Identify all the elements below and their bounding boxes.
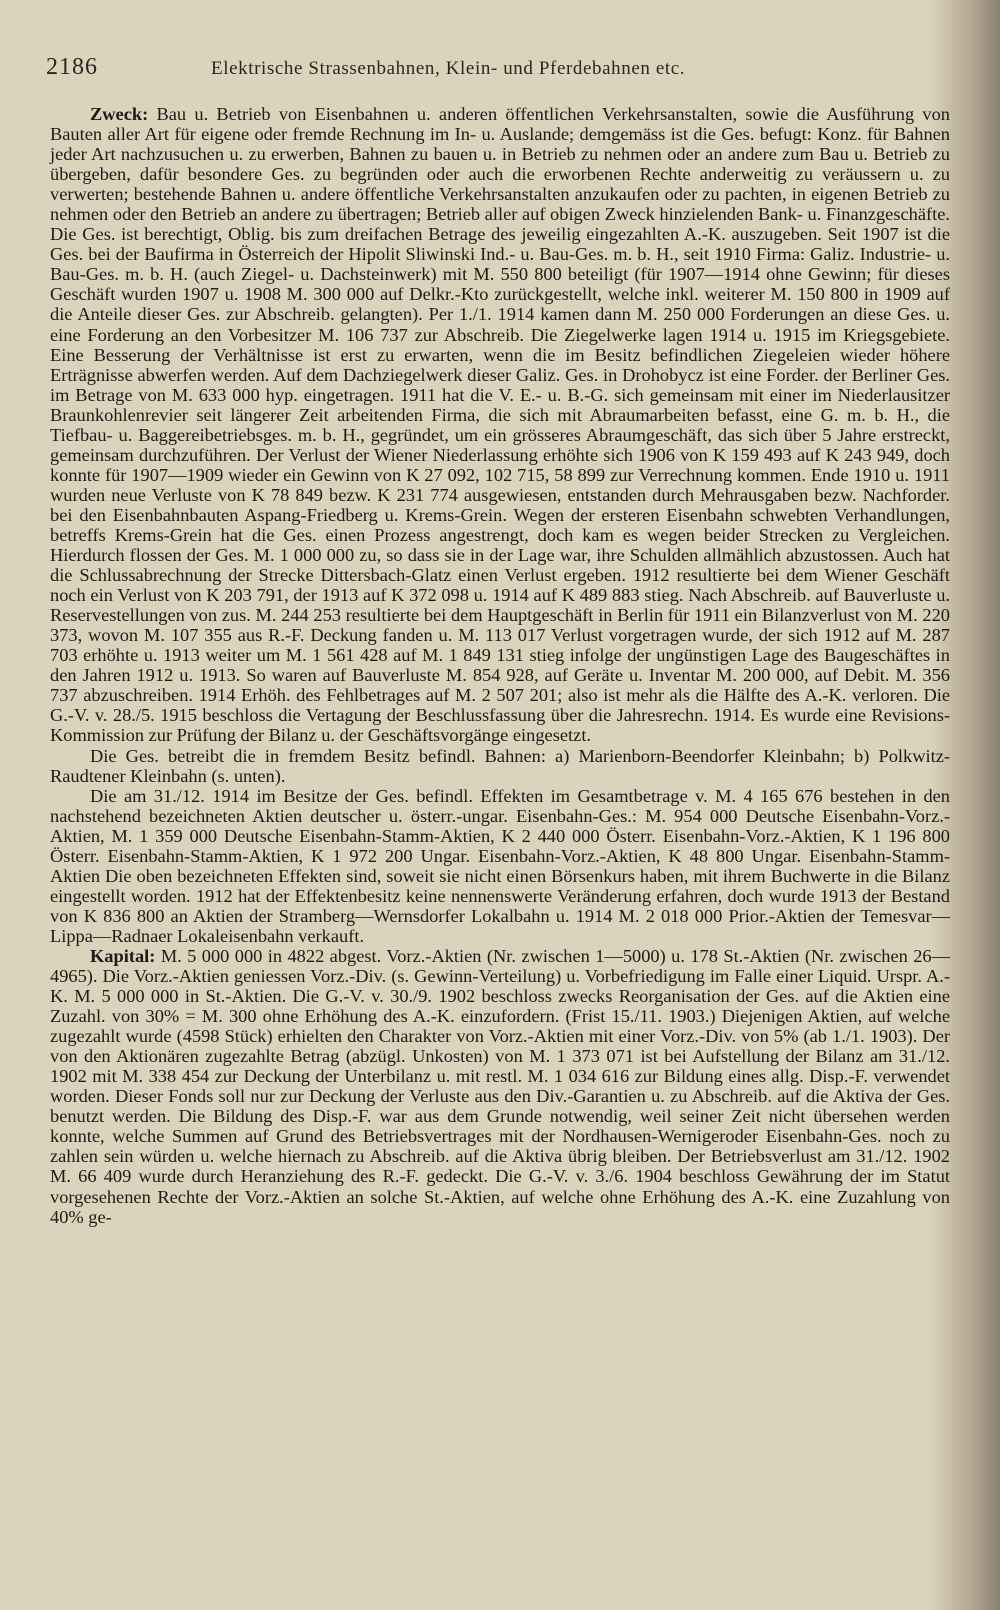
zweck-text: Bau u. Betrieb von Eisenbahnen u. anderen öffentlichen Verkehrsanstalten, sowie die Ausführung von Bauten aller Art für eigene oder fremde Rechnung im In- u. Auslande; demgemäss ist die Ges. befugt: Konz. für Bahnen jeder Art nachzusuchen u. zu erwerben, Bahnen zu bauen u. in Betrieb zu nehmen oder an andere zum Bau u. Betrieb zu übergeben, dafür besondere Ges. zu begründen oder auch die erworbenen Rechte anderweitig zu veräussern u. zu verwerten; bestehende Bahnen u. andere öffentliche Verkehrsanstalten anzukaufen oder zu pachten, in eigenen Betrieb zu nehmen oder den Betrieb an andere zu übertragen; Betrieb aller auf obigen Zweck hinzielenden Bank- u. Finanzgeschäfte. Die Ges. ist berechtigt, Oblig. bis zum dreifachen Betrage des jeweilig eingezahlten A.-K. auszugeben. Seit 1907 ist die Ges. bei der Baufirma in Österreich der Hipolit Sliwinski Ind.- u. Bau-Ges. m. b. H., seit 1910 Firma: Galiz. Industrie- u. Bau-Ges. m. b. H. (auch Ziegel- u. Dachsteinwerk) mit M. 550 800 beteiligt (für 1907—1914 ohne Gewinn; für dieses Geschäft wurden 1907 u. 1908 M. 300 000 auf Delkr.-Kto zurückgestellt, welche inkl. weiterer M. 150 800 in 1909 auf die Anteile dieser Ges. zur Abschreib. gelangten). Per 1./1. 1914 kamen dann M. 250 000 Forderungen an diese Ges. u. eine Forderung an den Vorbesitzer M. 106 737 zur Abschreib. Die Ziegelwerke lagen 1914 u. 1915 im Kriegsgebiete. Eine Besserung der Verhältnisse ist erst zu erwarten, wenn die im Besitz befindlichen Ziegeleien wieder höhere Erträgnisse abwerfen werden. Auf dem Dachziegelwerk dieser Galiz. Ges. in Drohobycz ist eine Forder. der Berliner Ges. im Betrage von M. 633 000 hyp. eingetragen. 1911 hat die V. E.- u. B.-G. sich gemeinsam mit einer im Niederlausitzer Braunkohlenrevier seit längerer Zeit arbeitenden Firma, die sich mit Abraumarbeiten befasst, eine G. m. b. H., die Tiefbau- u. Baggereibetriebsges. m. b. H., gegründet, um ein grösseres Abraumgeschäft, das sich über 5 Jahre erstreckt, gemeinsam durchzuführen. Der Verlust der Wiener Niederlassung erhöhte sich 1906 von K 159 493 auf K 243 949, doch konnte für 1907—1909 wieder ein Gewinn von K 27 092, 102 715, 58 899 zur Verrechnung kommen. Ende 1910 u. 1911 wurden neue Verluste von K 78 849 bezw. K 231 774 ausgewiesen, entstanden durch Mehrausgaben bezw. Nachforder. bei den Eisenbahnbauten Aspang-Friedberg u. Krems-Grein. Wegen der ersteren Eisenbahn schwebten Verhandlungen, betreffs Krems-Grein hat die Ges. einen Prozess angestrengt, doch kam es wegen beider Strecken zu Vergleichen. Hierdurch flossen der Ges. M. 1 000 000 zu, so dass sie in der Lage war, ihre Schulden allmählich abzustossen. Auch hat die Schlussabrechnung der Strecke Dittersbach-Glatz einen Verlust ergeben. 1912 resultierte bei dem Wiener Geschäft noch ein Verlust von K 203 791, der 1913 auf K 372 098 u. 1914 auf K 489 883 stieg. Nach Abschreib. auf Bauverluste u. Reservestellungen von zus. M. 244 253 resultierte bei dem Hauptgeschäft in Berlin für 1911 ein Bilanzverlust von M. 220 373, wovon M. 107 355 aus R.-F. Deckung fanden u. M. 113 017 Verlust vorgetragen wurde, der sich 1912 auf M. 287 703 erhöhte u. 1913 weiter um M. 1 561 428 auf M. 1 849 131 stieg infolge der ungünstigen Lage des Baugeschäftes in den Jahren 1912 u. 1913. So waren auf Bauverluste M. 854 928, auf Geräte u. Inventar M. 200 000, auf Debit. M. 356 737 abzuschreiben. 1914 Erhöh. des Fehlbetrages auf M. 2 507 201; also ist mehr als die Hälfte des A.-K. verloren. Die G.-V. v. 28./5. 1915 beschloss die Vertagung der Beschlussfassung über die Jahresrechn. 1914. Es wurde eine Revisions-Kommission zur Prüfung der Bilanz u. der Geschäftsvorgänge eingesetzt. — [50, 104, 950, 746]
body-text — [50, 104, 950, 1227]
paragraph-effekten: Die am 31./12. 1914 im Besitze der Ges. befindl. Effekten im Gesamtbetrage v. M. 4 165 676 bestehen in den nachstehend bezeichneten Aktien deutscher u. österr.-ungar. Eisenbahn-Ges.: M. 954 000 Deutsche Eisenbahn-Vorz.-Aktien, M. 1 359 000 Deutsche Eisenbahn-Stamm-Aktien, K 2 440 000 Österr. Eisenbahn-Vorz.-Aktien, K 1 196 800 Österr. Eisenbahn-Stamm-Aktien, K 1 972 200 Ungar. Eisenbahn-Vorz.-Aktien, K 48 800 Ungar. Eisenbahn-Stamm-Aktien Die oben bezeichneten Effekten sind, soweit sie nicht einen Börsenkurs haben, mit ihrem Buchwerte in die Bilanz eingestellt worden. 1912 hat der Effektenbesitz keine nennenswerte Veränderung erfahren, doch wurde 1913 der Bestand von K 836 800 an Aktien der Stramberg—Wernsdorfer Lokalbahn u. 1914 M. 2 018 000 Prior.-Aktien der Temesvar—Lippa—Radnaer Lokaleisenbahn verkauft. — [50, 785, 950, 946]
zweck-label: Zweck: — [90, 104, 149, 124]
running-title: Elektrische Strassenbahnen, Klein- und Pferdebahnen etc. — [211, 58, 686, 79]
page-header — [46, 54, 946, 88]
page-number: 2186 — [46, 54, 98, 80]
kapital-text: M. 5 000 000 in 4822 abgest. Vorz.-Aktien (Nr. zwischen 1—5000) u. 178 St.-Aktien (Nr. zwischen 26—4965). Die Vorz.-Aktien geniessen Vorz.-Div. (s. Gewinn-Verteilung) u. Vorbefriedigung im Falle einer Liquid. Urspr. A.-K. M. 5 000 000 in St.-Aktien. Die G.-V. v. 30./9. 1902 beschloss zwecks Reorganisation der Ges. auf die Aktien eine Zuzahl. von 30% = M. 300 ohne Erhöhung des A.-K. einzufordern. (Frist 15./11. 1903.) Diejenigen Aktien, auf welche zugezahlt wurde (4598 Stück) erhielten den Charakter von Vorz.-Aktien mit einer Vorz.-Div. von 5% (ab 1./1. 1903). Der von den Aktionären zugezahlte Betrag (abzügl. Unkosten) von M. 1 373 071 ist bei Aufstellung der Bilanz am 31./12. 1902 mit M. 338 454 zur Deckung der Unterbilanz u. mit restl. M. 1 034 616 zur Bildung eines allg. Disp.-F. verwendet worden. Dieser Fonds soll nur zur Deckung der Verluste aus den Div.-Garantien u. zu Abschreib. auf die Aktiva der Ges. benutzt werden. Die Bildung des Disp.-F. war aus dem Grunde notwendig, weil seiner Zeit nicht übersehen werden konnte, welche Summen auf Grund des Betriebsvertrages mit der Nordhausen-Wernigeroder Eisenbahn-Ges. noch zu zahlen sein würden u. welche hiernach zu Abschreib. auf die Aktiva übrig bleiben. Der Betriebsverlust am 31./12. 1902 M. 66 409 wurde durch Heranziehung des R.-F. gedeckt. Die G.-V. v. 3./6. 1904 beschloss Gewährung der im Statut vorgesehenen Rechte der Vorz.-Aktien an solche St.-Aktien, auf welche ohne Erhöhung des A.-K. eine Zuzahlung von 40% ge- — [50, 945, 950, 1227]
paragraph-bahnen: Die Ges. betreibt die in fremdem Besitz befindl. Bahnen: a) Marienborn-Beendorfer Kleinbahn; b) Polkwitz-Raudtener Kleinbahn (s. unten). — [50, 745, 950, 786]
kapital-label: Kapital: — [90, 945, 156, 966]
zweck-paragraph — [50, 104, 950, 746]
kapital-paragraph — [50, 946, 950, 1227]
